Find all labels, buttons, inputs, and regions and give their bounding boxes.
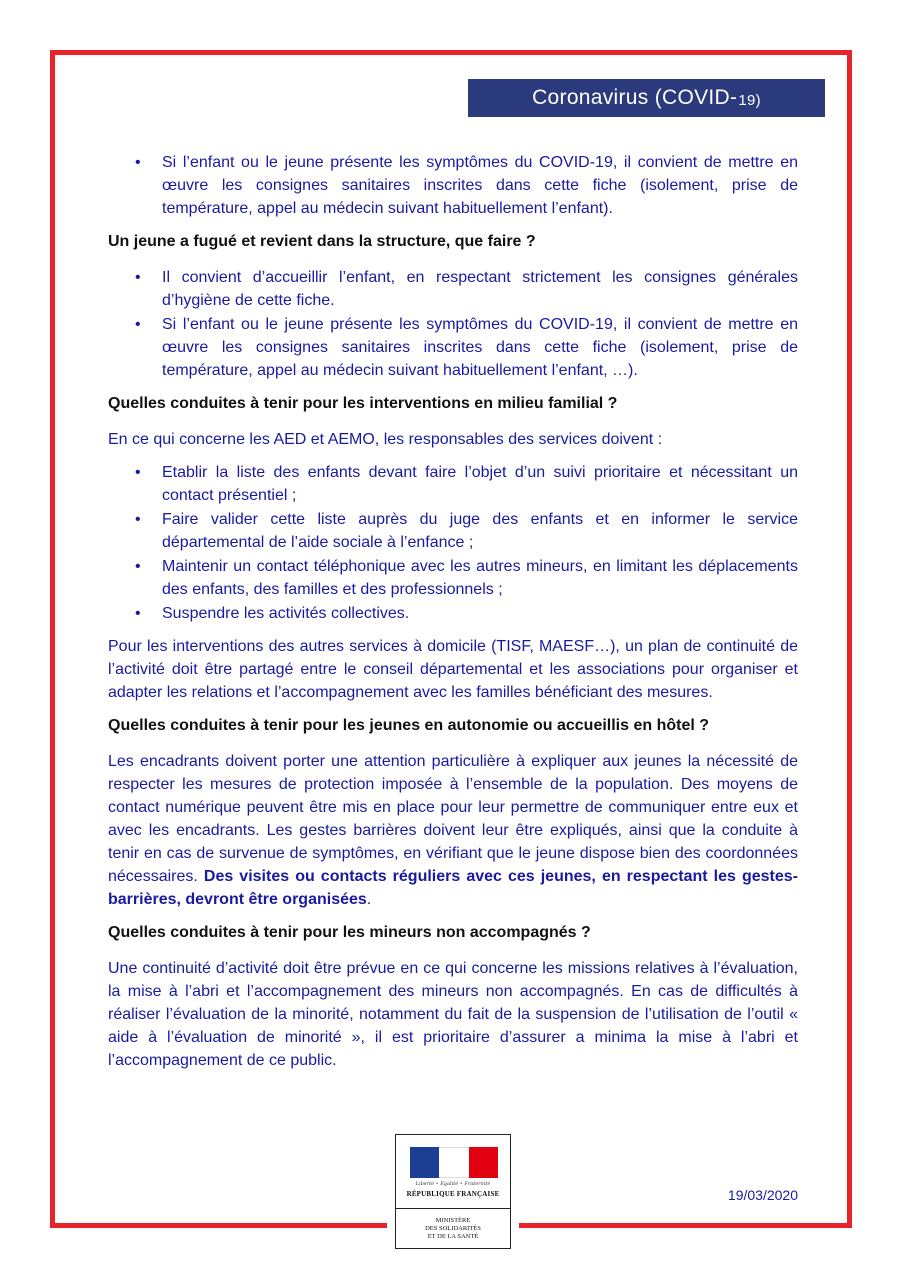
autonomie-paragraph — [108, 750, 798, 911]
section-heading-autonomie: Quelles conduites à tenir pour les jeunes en autonomie ou accueillis en hôtel ? — [108, 717, 710, 734]
banner-title: Coronavirus (COVID- — [532, 86, 738, 109]
list-item: • Maintenir un contact téléphonique avec les autres mineurs, en limitant les déplacements des enfants, des familles et des professionnels ; — [162, 555, 798, 601]
header-banner — [468, 79, 825, 117]
fugue-bullet-list — [108, 266, 798, 382]
logo-ministry-line: ET DE LA SANTÉ — [427, 1233, 479, 1240]
list-item: • Si l’enfant ou le jeune présente les symptômes du COVID-19, il convient de mettre en œuvre les consignes sanitaires inscrites dans cette fiche (isolement, prise de température, appel au médecin suivant habituellement l’enfant, …). — [162, 313, 798, 382]
section-heading-fugue: Un jeune a fugué et revient dans la structure, que faire ? — [108, 233, 536, 250]
document-body — [108, 151, 798, 1082]
list-item: • Faire valider cette liste auprès du juge des enfants et en informer le service départemental de l’aide sociale à l’enfance ; — [162, 508, 798, 554]
familial-paragraph: Pour les interventions des autres services à domicile (TISF, MAESF…), un plan de continuité de l’activité doit être partagé entre le conseil départemental et les associations pour organiser et adapter les relations et l’accompagnement avec les familles bénéficiant des mesures. — [108, 638, 798, 701]
autonomie-bold-text: Des visites ou contacts réguliers avec ces jeunes, en respectant les gestes-barrières, devront être organisées — [108, 868, 798, 908]
marianne-flag-icon — [410, 1147, 498, 1178]
logo-divider — [396, 1208, 510, 1209]
logo-ministry — [396, 1217, 510, 1241]
logo-motto: Liberté • Égalité • Fraternité — [415, 1181, 491, 1187]
banner-title-suffix: 19) — [738, 91, 761, 109]
section-heading-mna: Quelles conduites à tenir pour les mineurs non accompagnés ? — [108, 924, 591, 941]
familial-intro: En ce qui concerne les AED et AEMO, les responsables des services doivent : — [108, 431, 663, 448]
autonomie-text: Les encadrants doivent porter une attention particulière à expliquer aux jeunes la nécessité de respecter les mesures de protection imposée à l’ensemble de la population. Des moyens de contact numérique peuvent être mis en place pour leur permettre de communiquer entre eux et avec les encadrants. Les gestes barrières doivent leur être expliqués, ainsi que la conduite à tenir en cas de survenue de symptômes, en vérifiant que le jeune dispose bien des coordonnées nécessaires. — [108, 753, 798, 885]
autonomie-period: . — [366, 891, 372, 908]
list-item: • Si l’enfant ou le jeune présente les symptômes du COVID-19, il convient de mettre en œuvre les consignes sanitaires inscrites dans cette fiche (isolement, prise de température, appel au médecin suivant habituellement l’enfant). — [162, 151, 798, 220]
logo-ministry-line: MINISTÈRE — [435, 1217, 471, 1224]
document-date: 19/03/2020 — [727, 1187, 798, 1203]
mna-paragraph: Une continuité d’activité doit être prévue en ce qui concerne les missions relatives à l’évaluation, la mise à l’abri et l’accompagnement des mineurs non accompagnés. En cas de difficultés à réaliser l’évaluation de la minorité, notamment du fait de la suspension de l’utilisation de l’outil « aide à l’évaluation de minorité », il est prioritaire d’assurer a minima la mise à l’abri et l’accompagnement de ce public. — [108, 960, 798, 1069]
list-item: • Etablir la liste des enfants devant faire l’objet d’un suivi prioritaire et nécessitant un contact présentiel ; — [162, 461, 798, 507]
logo-republic: RÉPUBLIQUE FRANÇAISE — [406, 1190, 500, 1198]
section-heading-familial: Quelles conduites à tenir pour les interventions en milieu familial ? — [108, 395, 618, 412]
logo-ministry-line: DES SOLIDARITÉS — [425, 1225, 481, 1232]
list-item: • Il convient d’accueillir l’enfant, en respectant strictement les consignes générales d’hygiène de cette fiche. — [162, 266, 798, 312]
familial-bullet-list — [108, 461, 798, 625]
ministry-logo — [395, 1134, 511, 1249]
intro-bullet-list — [108, 151, 798, 220]
list-item: • Suspendre les activités collectives. — [162, 602, 798, 625]
